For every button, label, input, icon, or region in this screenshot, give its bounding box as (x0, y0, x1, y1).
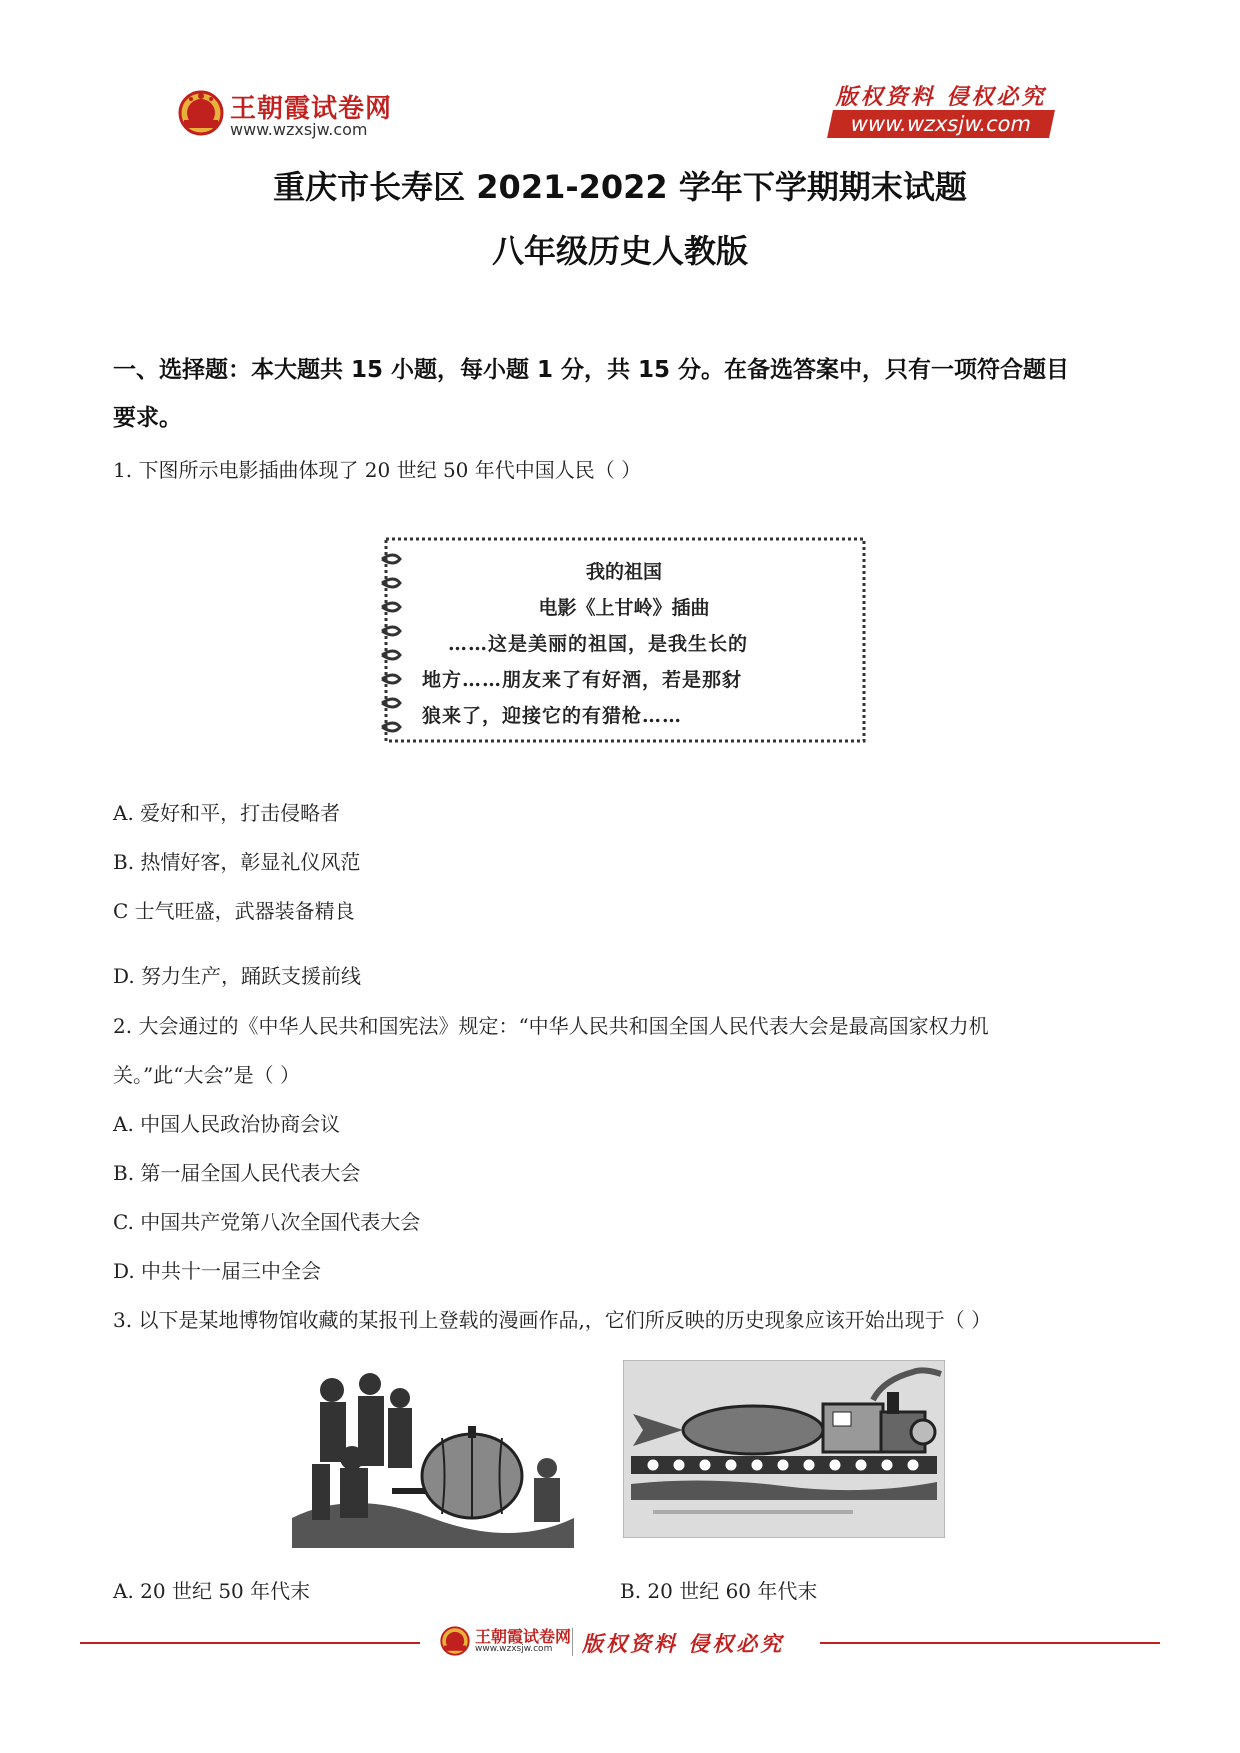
question-1-option-b: B. 热情好客，彰显礼仪风范 (113, 850, 361, 874)
copyright-url: www.wzxsjw.com (827, 110, 1055, 138)
question-3-option-b: B. 20 世纪 60 年代末 (620, 1579, 818, 1603)
question-2-stem-line1: 2. 大会通过的《中华人民共和国宪法》规定：“中华人民共和国全国人民代表大会是最高国家权力机 (113, 1014, 989, 1038)
exam-subtitle: 八年级历史人教版 (491, 232, 748, 270)
exam-title: 重庆市长寿区 2021-2022 学年下学期期末试题 (273, 168, 967, 206)
copyright-stamp (826, 80, 1056, 142)
question-1-option-a: A. 爱好和平，打击侵略者 (113, 801, 341, 825)
footer-slogan: 版权资料 侵权必究 (582, 1631, 785, 1656)
brand-url: www.wzxsjw.com (230, 120, 368, 139)
cartoon-corn-train (623, 1360, 945, 1538)
footer-emblem-icon (440, 1626, 470, 1656)
question-2-option-d: D. 中共十一届三中全会 (113, 1259, 322, 1283)
song-lyric-line2: 地方……朋友来了有好酒，若是那豺 (422, 669, 743, 691)
song-subtitle: 电影《上甘岭》插曲 (538, 597, 710, 619)
question-3-option-a: A. 20 世纪 50 年代末 (113, 1579, 311, 1603)
section-heading-line1: 一、选择题：本大题共 15 小题，每小题 1 分，共 15 分。在备选答案中，只有一项符合题目 (113, 357, 1070, 383)
cartoon-giant-pumpkin (292, 1368, 574, 1548)
footer-brand-url: www.wzxsjw.com (475, 1644, 553, 1654)
question-2-option-c: C. 中国共产党第八次全国代表大会 (113, 1210, 421, 1234)
song-lyric-line3: 狼来了，迎接它的有猎枪…… (422, 705, 683, 727)
song-lyrics-figure (380, 533, 868, 747)
footer-rule-right (820, 1642, 1160, 1644)
section-heading-line2: 要求。 (113, 405, 182, 431)
page-footer (80, 1622, 1160, 1662)
footer-rule-left (80, 1642, 420, 1644)
question-3-stem: 3. 以下是某地博物馆收藏的某报刊上登载的漫画作品,，它们所反映的历史现象应该开始出现于（ ） (113, 1308, 992, 1332)
question-1-stem: 1. 下图所示电影插曲体现了 20 世纪 50 年代中国人民（ ） (113, 458, 642, 482)
brand-name: 王朝霞试卷网 (230, 94, 393, 124)
footer-separator (572, 1628, 573, 1656)
brand-logo (178, 86, 408, 142)
song-title: 我的祖国 (585, 561, 662, 583)
copyright-slogan: 版权资料 侵权必究 (835, 84, 1047, 110)
question-2-stem-line2: 关。”此“大会”是（ ） (113, 1063, 301, 1087)
song-lyric-line1: ……这是美丽的祖国，是我生长的 (448, 633, 749, 655)
brand-emblem-icon (178, 90, 224, 136)
question-1-option-d: D. 努力生产，踊跃支援前线 (113, 964, 362, 988)
footer-brand-name: 王朝霞试卷网 (475, 1627, 572, 1646)
question-2-option-a: A. 中国人民政治协商会议 (113, 1112, 341, 1136)
question-2-option-b: B. 第一届全国人民代表大会 (113, 1161, 361, 1185)
question-1-option-c: C 士气旺盛，武器装备精良 (113, 899, 355, 923)
